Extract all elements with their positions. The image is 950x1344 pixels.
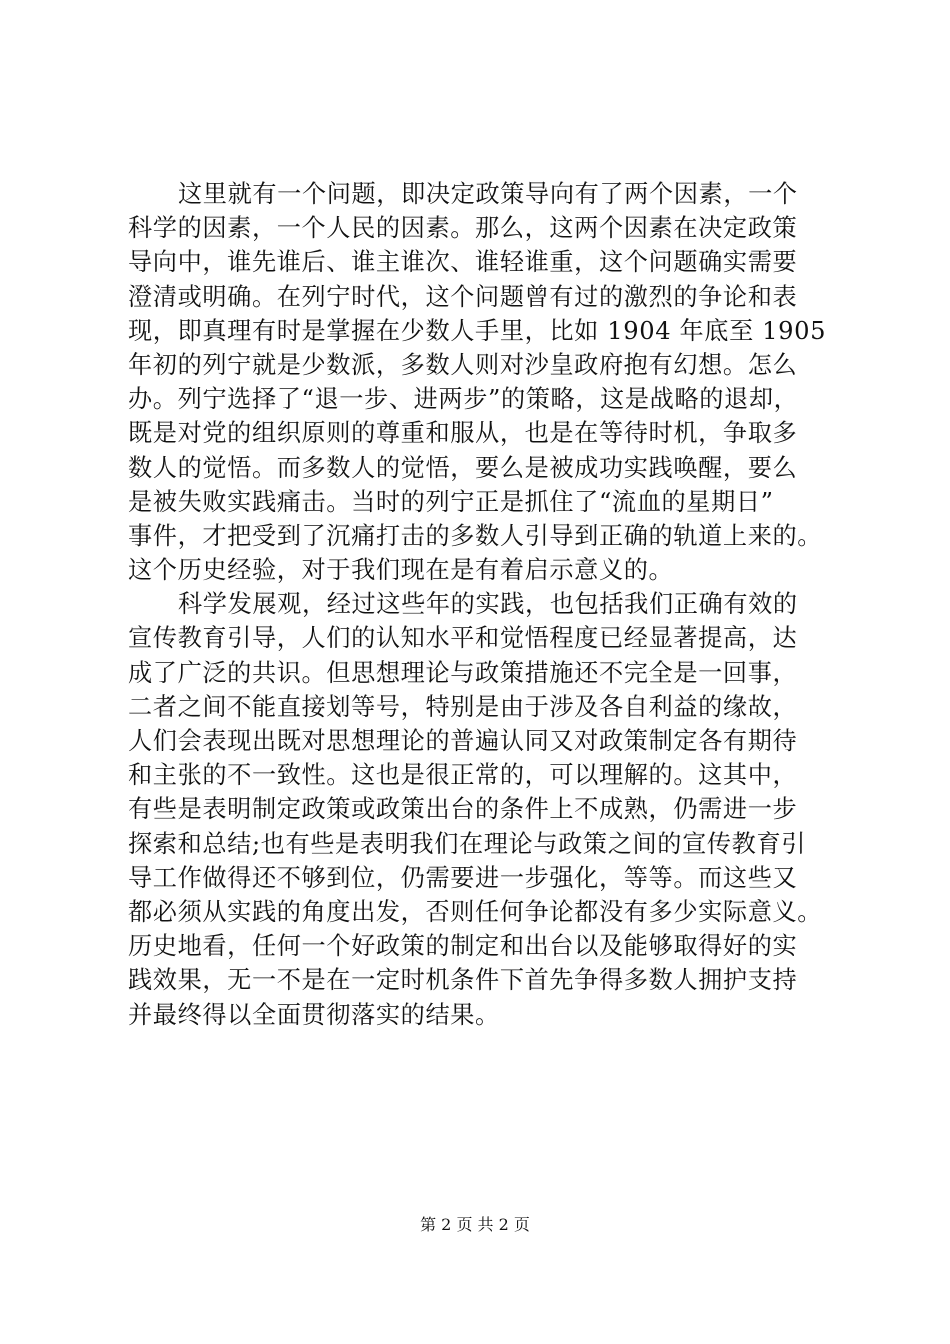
paragraph-1 [128, 177, 836, 587]
document-body [128, 177, 836, 1032]
text-line: 并最终得以全面贯彻落实的结果。 [128, 1000, 500, 1029]
paragraph-2 [128, 587, 836, 1031]
text-line: 历史地看，任何一个好政策的制定和出台以及能够取得好的实 [128, 932, 798, 961]
text-line: 科学发展观，经过这些年的实践，也包括我们正确有效的 [178, 590, 798, 619]
text-line: 办。列宁选择了“退一步、进两步”的策略，这是战略的退却， [128, 385, 799, 414]
text-line: 有些是表明制定政策或政策出台的条件上不成熟，仍需进一步 [128, 795, 798, 824]
text-line: 事件，才把受到了沉痛打击的多数人引导到正确的轨道上来的。 [128, 521, 823, 550]
text-line: 澄清或明确。在列宁时代，这个问题曾有过的激烈的争论和表 [128, 282, 798, 311]
text-line: 成了广泛的共识。但思想理论与政策措施还不完全是一回事， [128, 658, 798, 687]
text-line: 导向中，谁先谁后、谁主谁次、谁轻谁重，这个问题确实需要 [128, 248, 798, 277]
text-line: 践效果，无一不是在一定时机条件下首先争得多数人拥护支持 [128, 966, 798, 995]
text-line: 现，即真理有时是掌握在少数人手里，比如 1904 年底至 1905 [128, 316, 827, 345]
text-line: 都必须从实践的角度出发，否则任何争论都没有多少实际意义。 [128, 897, 823, 926]
text-line: 这个历史经验，对于我们现在是有着启示意义的。 [128, 556, 674, 585]
text-line: 既是对党的组织原则的尊重和服从，也是在等待时机，争取多 [128, 419, 798, 448]
text-line: 导工作做得还不够到位，仍需要进一步强化，等等。而这些又 [128, 863, 798, 892]
text-line: 科学的因素，一个人民的因素。那么，这两个因素在决定政策 [128, 214, 798, 243]
text-line: 宣传教育引导，人们的认知水平和觉悟程度已经显著提高，达 [128, 624, 798, 653]
text-line: 年初的列宁就是少数派，多数人则对沙皇政府抱有幻想。怎么 [128, 350, 798, 379]
text-line: 探索和总结;也有些是表明我们在理论与政策之间的宣传教育引 [128, 829, 807, 858]
page-number-footer: 第 2 页 共 2 页 [420, 1215, 530, 1234]
text-line: 这里就有一个问题，即决定政策导向有了两个因素，一个 [178, 180, 798, 208]
text-line: 人们会表现出既对思想理论的普遍认同又对政策制定各有期待 [128, 727, 798, 755]
text-line: 是被失败实践痛击。当时的列宁正是抓住了“流血的星期日” [128, 487, 774, 516]
text-line: 和主张的不一致性。这也是很正常的，可以理解的。这其中， [128, 761, 798, 790]
text-line: 数人的觉悟。而多数人的觉悟，要么是被成功实践唤醒，要么 [128, 453, 798, 482]
text-line: 二者之间不能直接划等号，特别是由于涉及各自利益的缘故， [128, 692, 798, 721]
